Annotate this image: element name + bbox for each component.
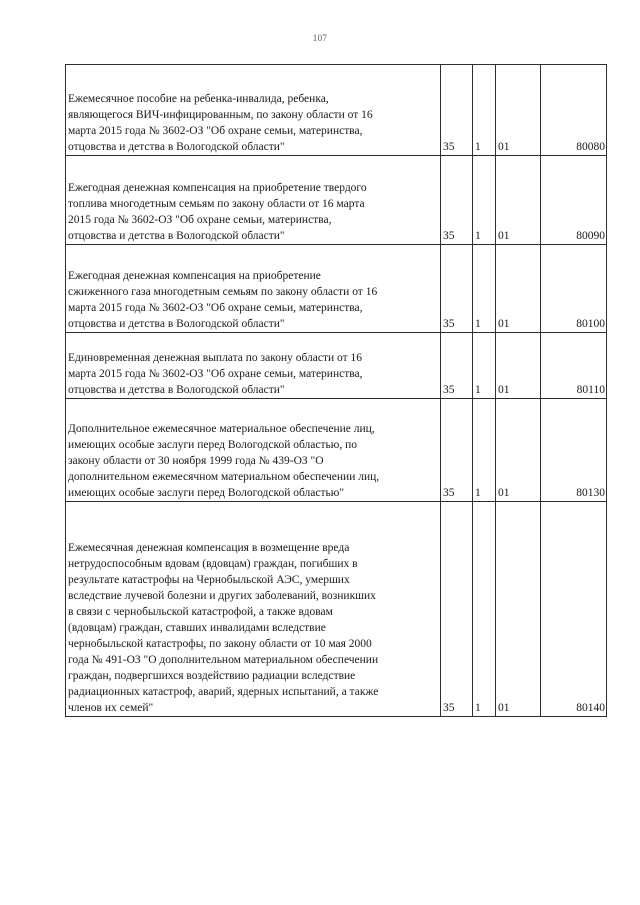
description-line: Ежемесячное пособие на ребенка-инвалида, ребенка, [68,93,329,105]
program-code-cell: 1 [473,65,496,156]
description-line: отцовства и детства в Вологодской области" [68,384,285,396]
description-line: (вдовцам) граждан, ставших инвалидами вследствие [68,622,326,634]
subprogram-code-cell: 01 [496,399,541,502]
description-line: закону области от 30 ноября 1999 года № 439-ОЗ "О [68,455,324,467]
description-line: вследствие лучевой болезни и других заболеваний, возникших [68,590,376,602]
target-code-cell: 80100 [541,245,607,333]
ministry-code-cell: 35 [441,399,473,502]
description-line: Ежегодная денежная компенсация на приобретение твердого [68,182,367,194]
subprogram-code-cell: 01 [496,65,541,156]
description-line: чернобыльской катастрофы, по закону области от 10 мая 2000 [68,638,372,650]
description-line: отцовства и детства в Вологодской области" [68,141,285,153]
ministry-code-cell: 35 [441,156,473,245]
description-line: дополнительном ежемесячном материальном обеспечении лиц, [68,471,380,483]
description-line: граждан, подвергшихся воздействию радиации вследствие [68,670,356,682]
description-line: являющегося ВИЧ-инфицированным, по закону области от 16 [68,109,373,121]
program-code-cell: 1 [473,502,496,717]
subprogram-code-cell: 01 [496,333,541,399]
description-line: членов их семей" [68,702,154,714]
row-description [66,502,441,717]
table-row [66,502,607,717]
table-row [66,333,607,399]
subprogram-code-cell: 01 [496,245,541,333]
description-line: года № 491-ОЗ "О дополнительном материальном обеспечении [68,654,379,666]
row-description [66,65,441,156]
description-line: имеющих особые заслуги перед Вологодской областью" [68,487,345,499]
description-line: топлива многодетным семьям по закону области от 16 марта [68,198,365,210]
description-line: Дополнительное ежемесячное материальное обеспечение лиц, [68,423,375,435]
description-line: результате катастрофы на Чернобыльской АЭС, умерших [68,574,350,586]
target-code-cell: 80090 [541,156,607,245]
ministry-code-cell: 35 [441,65,473,156]
subprogram-code-cell: 01 [496,502,541,717]
subprogram-code-cell: 01 [496,156,541,245]
row-description [66,245,441,333]
description-line: Ежегодная денежная компенсация на приобретение [68,270,321,282]
program-code-cell: 1 [473,156,496,245]
description-line: Ежемесячная денежная компенсация в возмещение вреда [68,542,350,554]
table-row [66,65,607,156]
table-row [66,156,607,245]
description-line: марта 2015 года № 3602-ОЗ "Об охране семьи, материнства, [68,125,363,137]
ministry-code-cell: 35 [441,245,473,333]
description-line: марта 2015 года № 3602-ОЗ "Об охране семьи, материнства, [68,302,363,314]
ministry-code-cell: 35 [441,502,473,717]
table-row [66,245,607,333]
table-row [66,399,607,502]
description-line: отцовства и детства в Вологодской области" [68,318,285,330]
row-description [66,156,441,245]
description-line: Единовременная денежная выплата по закону области от 16 [68,352,363,364]
budget-table [65,64,607,717]
description-line: в связи с чернобыльской катастрофой, а также вдовам [68,606,333,618]
program-code-cell: 1 [473,333,496,399]
description-line: отцовства и детства в Вологодской области" [68,230,285,242]
row-description [66,333,441,399]
description-line: нетрудоспособным вдовам (вдовцам) граждан, погибших в [68,558,358,570]
program-code-cell: 1 [473,245,496,333]
ministry-code-cell: 35 [441,333,473,399]
target-code-cell: 80140 [541,502,607,717]
description-line: радиационных катастроф, аварий, ядерных испытаний, а также [68,686,379,698]
description-line: марта 2015 года № 3602-ОЗ "Об охране семьи, материнства, [68,368,363,380]
target-code-cell: 80080 [541,65,607,156]
row-description [66,399,441,502]
page-number: 107 [312,33,328,43]
description-line: имеющих особые заслуги перед Вологодской областью, по [68,439,358,451]
description-line: сжиженного газа многодетным семьям по закону области от 16 [68,286,378,298]
target-code-cell: 80130 [541,399,607,502]
program-code-cell: 1 [473,399,496,502]
description-line: 2015 года № 3602-ОЗ "Об охране семьи, материнства, [68,214,332,226]
target-code-cell: 80110 [541,333,607,399]
